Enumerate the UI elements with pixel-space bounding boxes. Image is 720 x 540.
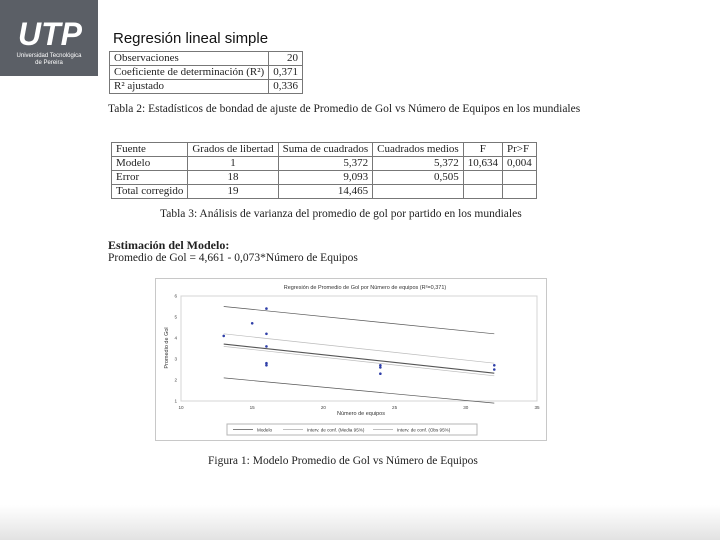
data-point [265,364,268,367]
table-cell: 19 [188,185,278,199]
data-point [265,307,268,310]
table-cell: 5,372 [373,157,464,171]
table-cell: Error [112,171,188,185]
anova-table [111,142,537,199]
table-cell: 5,372 [278,157,373,171]
stat-value: 20 [269,52,303,66]
logo-line-1: Universidad Tecnológica [16,53,82,59]
x-tick-label: 10 [178,405,184,410]
table-cell: Modelo [112,157,188,171]
data-point [379,372,382,375]
table-3-caption: Tabla 3: Análisis de varianza del promedio de gol por partido en los mundiales [160,208,522,220]
stat-value: 0,371 [269,66,303,80]
table-row [112,171,537,185]
y-tick-label: 5 [174,314,177,320]
table-row [110,66,303,80]
x-tick-label: 35 [534,405,540,410]
model-heading: Estimación del Modelo: [108,238,230,252]
logo-subtitle [0,53,98,67]
model-equation: Promedio de Gol = 4,661 - 0,073*Número de Equipos [108,252,358,264]
column-header: F [463,143,502,157]
stat-label: Observaciones [110,52,269,66]
stat-value: 0,336 [269,80,303,94]
data-point [222,335,225,338]
table-cell: 14,465 [278,185,373,199]
slide-title: Regresión lineal simple [113,30,269,47]
legend-item-conf-mean: Interv. de conf. (Media 95%) [307,427,365,433]
column-header: Grados de libertad [188,143,278,157]
table-row [112,185,537,199]
chart-title: Regresión de Promedio de Gol por Número de equipos (R²=0,371) [283,285,447,291]
utp-logo-mark [12,16,88,50]
utp-logo [0,0,98,76]
column-header: Suma de cuadrados [278,143,373,157]
table-cell [502,185,536,199]
table-row [112,157,537,171]
x-axis-label: Número de equipos [336,411,386,417]
y-tick-label: 1 [174,398,177,404]
table-row [110,80,303,94]
y-tick-label: 3 [174,356,177,362]
figure-1-caption: Figura 1: Modelo Promedio de Gol vs Número de Equipos [208,455,478,467]
table-cell [502,171,536,185]
stat-label: R² ajustado [110,80,269,94]
stat-label: Coeficiente de determinación (R²) [110,66,269,80]
regression-chart [155,278,547,441]
table-cell [463,171,502,185]
data-point [251,322,254,325]
table-header-row [112,143,537,157]
data-point [493,364,496,367]
bottom-decoration [0,505,720,540]
y-tick-label: 4 [174,335,177,341]
y-tick-label: 6 [174,293,177,299]
data-point [265,345,268,348]
table-row [110,52,303,66]
goodness-of-fit-table [109,51,303,94]
legend-item-conf-obs: Interv. de conf. (Obs 95%) [397,427,451,433]
x-tick-label: 15 [249,405,255,410]
y-axis-label: Promedio de Gol [164,327,170,369]
legend-item-model: Modelo [257,427,273,433]
table-cell [463,185,502,199]
x-tick-label: 20 [320,405,326,410]
table-cell: 10,634 [463,157,502,171]
x-tick-label: 25 [392,405,398,410]
data-point [379,366,382,369]
table-cell: 0,505 [373,171,464,185]
table-cell: 18 [188,171,278,185]
column-header: Pr>F [502,143,536,157]
logo-brand-text: UTP [18,16,82,50]
x-tick-label: 30 [463,405,469,410]
table-cell: Total corregido [112,185,188,199]
y-tick-label: 2 [174,377,177,383]
logo-line-2: de Pereira [35,60,63,66]
data-point [493,368,496,371]
table-cell: 9,093 [278,171,373,185]
column-header: Cuadrados medios [373,143,464,157]
table-2-caption: Tabla 2: Estadísticos de bondad de ajuste de Promedio de Gol vs Número de Equipos en los mundiales [108,103,581,115]
table-cell: 0,004 [502,157,536,171]
column-header: Fuente [112,143,188,157]
data-point [265,333,268,336]
table-cell [373,185,464,199]
table-cell: 1 [188,157,278,171]
